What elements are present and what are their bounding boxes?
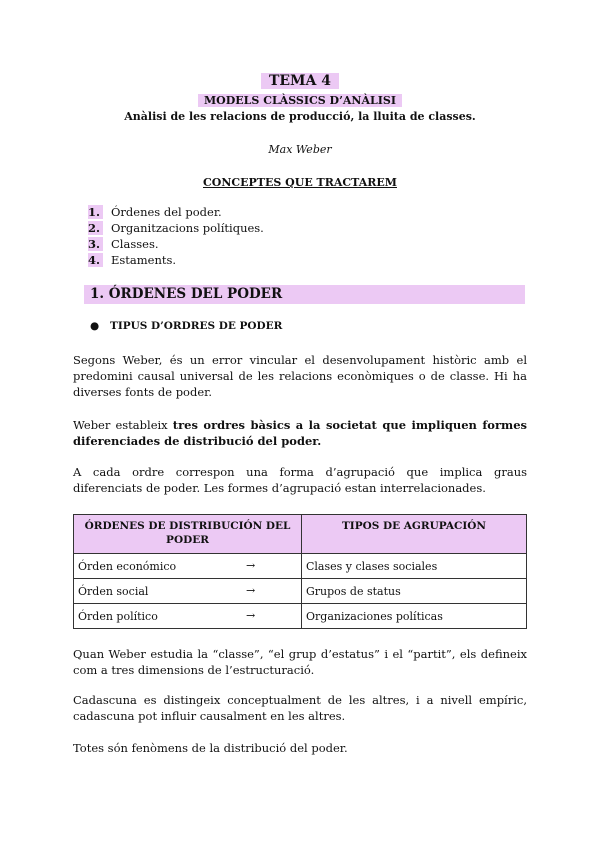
table-header: ÓRDENES DE DISTRIBUCIÓN DEL PODER <box>74 515 302 554</box>
bold-text: tres ordres bàsics a la societat que impliquen formes diferenciades de distribució del poder. <box>73 418 527 448</box>
arrow-right-icon: → <box>246 559 256 572</box>
paragraph: Cadascuna es distingeix conceptualment de les altres, i a nivell empíric, cadascuna pot influir causalment en les altres. <box>73 693 527 723</box>
table-cell: Clases y clases sociales <box>302 554 527 579</box>
table-cell: Órden político → <box>74 604 302 629</box>
subtitle: Anàlisi de les relacions de producció, la lluita de classes. <box>124 110 476 123</box>
list-label: Órdenes del poder. <box>111 205 222 219</box>
power-orders-table <box>73 514 527 629</box>
table-row <box>74 554 527 579</box>
paragraph: Totes són fenòmens de la distribució del poder. <box>73 741 348 755</box>
section-heading: 1. ÓRDENES DEL PODER <box>84 285 525 304</box>
list-item <box>88 252 264 268</box>
list-number: 1. <box>88 205 103 219</box>
table-cell: Grupos de status <box>302 579 527 604</box>
list-number: 3. <box>88 237 103 251</box>
paragraph: Weber estableix tres ordres bàsics a la societat que impliquen formes diferenciades de distribució del poder. <box>73 418 527 448</box>
bullet-dot-icon: ● <box>90 320 100 332</box>
list-item <box>88 220 264 236</box>
paragraph: Segons Weber, és un error vincular el desenvolupament històric amb el predomini causal universal de les relacions econòmiques o de classe. Hi ha diverses fonts de poder. <box>73 353 527 399</box>
bullet-item <box>90 320 282 332</box>
table-row <box>74 604 527 629</box>
models-title: MODELS CLÀSSICS D’ANÀLISI <box>0 94 600 107</box>
list-item <box>88 204 264 220</box>
table-cell: Órden económico → <box>74 554 302 579</box>
table-cell: Organizaciones políticas <box>302 604 527 629</box>
list-number: 4. <box>88 253 103 267</box>
list-label: Organitzacions polítiques. <box>111 221 264 235</box>
paragraph: A cada ordre correspon una forma d’agrupació que implica graus diferenciats de poder. Les formes d’agrupació estan interrelacionades. <box>73 465 527 495</box>
paragraph: Quan Weber estudia la “classe”, “el grup d’estatus” i el “partit”, els defineix com a tres dimensions de l’estructuració. <box>73 647 527 677</box>
author: Max Weber <box>268 143 332 156</box>
concepts-list <box>88 204 264 268</box>
table-row <box>74 579 527 604</box>
list-number: 2. <box>88 221 103 235</box>
concepts-heading: CONCEPTES QUE TRACTAREM <box>203 176 397 189</box>
arrow-right-icon: → <box>246 609 256 622</box>
list-label: Estaments. <box>111 253 177 267</box>
table-header-row <box>74 515 527 554</box>
tema-title: TEMA 4 <box>0 73 600 89</box>
arrow-right-icon: → <box>246 584 256 597</box>
list-item <box>88 236 264 252</box>
bullet-text: TIPUS D’ORDRES DE PODER <box>110 320 283 332</box>
list-label: Classes. <box>111 237 159 251</box>
table-header: TIPOS DE AGRUPACIÓN <box>302 515 527 554</box>
table-cell: Órden social → <box>74 579 302 604</box>
